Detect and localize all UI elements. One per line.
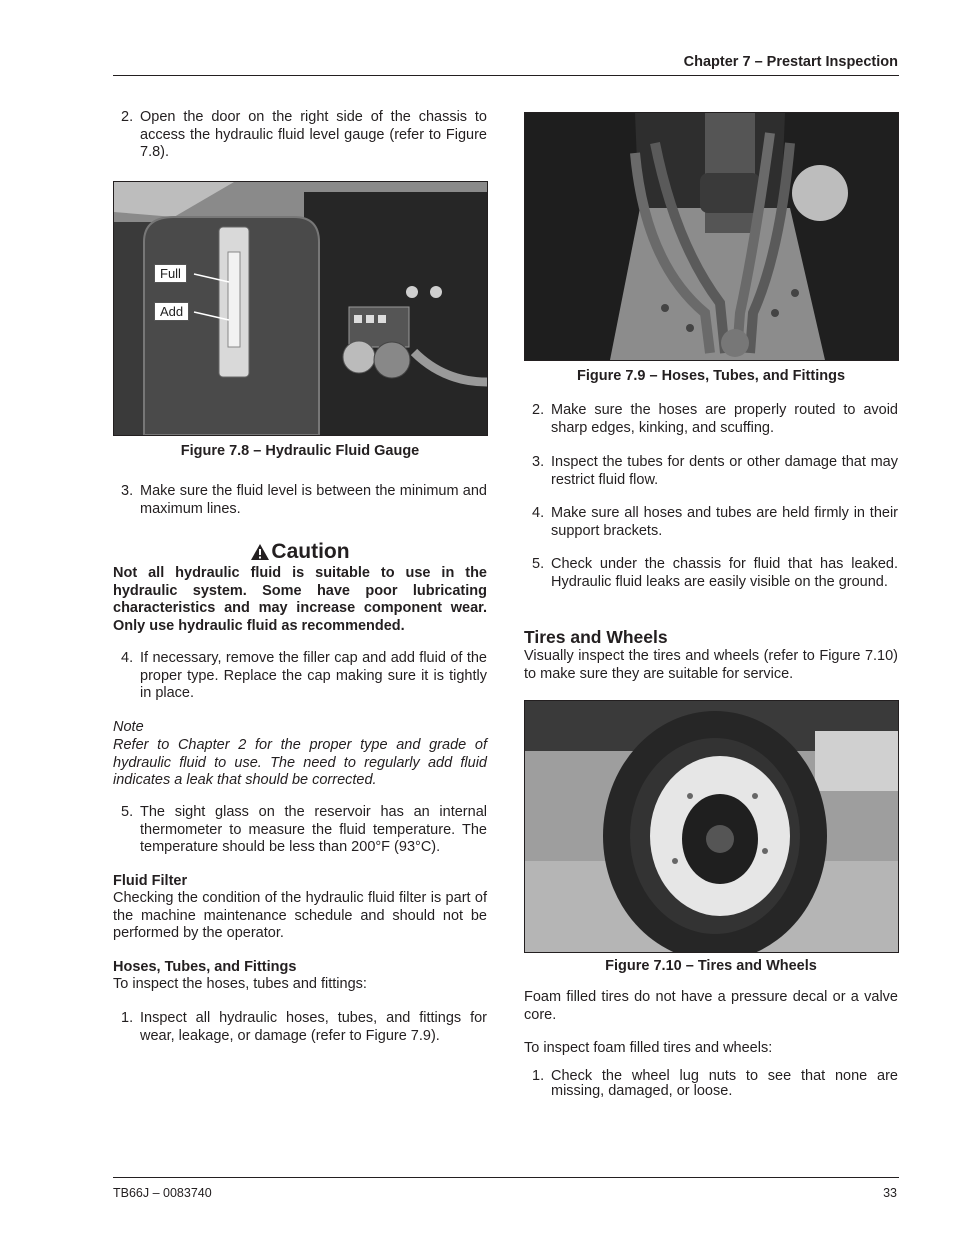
foam-intro: To inspect foam filled tires and wheels: xyxy=(524,1040,773,1056)
right-step-5 xyxy=(524,556,898,591)
right-step-4 xyxy=(524,505,898,540)
chapter-header: Chapter 7 – Prestart Inspection xyxy=(683,54,898,70)
step-number: 3. xyxy=(121,483,134,499)
hoses-heading: Hoses, Tubes, and Fittings xyxy=(113,959,297,975)
footer-page-number: 33 xyxy=(883,1186,897,1200)
hoses-illustration xyxy=(525,113,898,360)
step-number: 1. xyxy=(121,1010,134,1026)
step-text: Make sure the fluid level is between the minimum and maximum lines. xyxy=(140,483,487,517)
step-text: Inspect the tubes for dents or other damage that may restrict fluid flow. xyxy=(551,454,898,488)
figure-7-8-photo xyxy=(113,181,488,436)
left-step-3 xyxy=(113,483,487,518)
add-label: Add xyxy=(154,302,189,321)
fluid-filter-heading: Fluid Filter xyxy=(113,873,188,889)
figure-7-8-caption: Figure 7.8 – Hydraulic Fluid Gauge xyxy=(180,443,420,459)
step-number: 3. xyxy=(532,454,545,470)
note-body: Refer to Chapter 2 for the proper type and grade of hydraulic fluid to use. The need to regularly add fluid indicates a leak that should be corrected. xyxy=(113,737,487,788)
tire-illustration xyxy=(525,701,898,952)
step-number: 5. xyxy=(532,556,545,572)
foam-paragraph: Foam filled tires do not have a pressure decal or a valve core. xyxy=(524,989,898,1023)
footer-doc-id: TB66J – 0083740 xyxy=(113,1186,212,1200)
left-step-2 xyxy=(113,109,487,162)
full-label: Full xyxy=(154,264,187,283)
right-step-2 xyxy=(524,402,898,437)
figure-7-9-photo xyxy=(524,112,899,361)
step-text: Make sure all hoses and tubes are held firmly in their support brackets. xyxy=(551,505,898,539)
step-text: The sight glass on the reservoir has an internal thermometer to measure the fluid temperature. The temperature should be less than 200°F (93°C). xyxy=(140,804,487,855)
step-number: 4. xyxy=(532,505,545,521)
step-number: 2. xyxy=(121,109,134,125)
tires-heading: Tires and Wheels xyxy=(524,627,668,647)
step-number: 2. xyxy=(532,402,545,418)
step-number: 1. xyxy=(532,1068,545,1084)
figure-7-10-photo xyxy=(524,700,899,953)
caution-title: Caution xyxy=(271,540,350,563)
fluid-filter-body: Checking the condition of the hydraulic fluid filter is part of the machine maintenance schedule and should not be performed by the operator. xyxy=(113,890,487,941)
step-text: Check under the chassis for fluid that has leaked. Hydraulic fluid leaks are easily visible on the ground. xyxy=(551,556,898,590)
figure-7-10-caption: Figure 7.10 – Tires and Wheels xyxy=(605,958,817,974)
step-text: If necessary, remove the filler cap and add fluid of the proper type. Replace the cap making sure it is tightly in place. xyxy=(140,650,487,701)
left-step-4 xyxy=(113,650,487,703)
hoses-intro: To inspect the hoses, tubes and fittings: xyxy=(113,976,367,992)
step-text: Make sure the hoses are properly routed to avoid sharp edges, kinking, and scuffing. xyxy=(551,402,898,436)
step-number: 5. xyxy=(121,804,134,820)
step-text: Check the wheel lug nuts to see that none are missing, damaged, or loose. xyxy=(551,1068,898,1099)
left-step-5 xyxy=(113,804,487,857)
tires-intro: Visually inspect the tires and wheels (refer to Figure 7.10) to make sure they are suitable for service. xyxy=(524,648,898,682)
step-number: 4. xyxy=(121,650,134,666)
header-rule xyxy=(113,75,899,76)
hoses-step-1 xyxy=(113,1010,487,1045)
note-title: Note xyxy=(113,719,144,735)
figure-7-9-caption: Figure 7.9 – Hoses, Tubes, and Fittings xyxy=(576,368,846,384)
step-text: Open the door on the right side of the chassis to access the hydraulic fluid level gauge (refer to Figure 7.8). xyxy=(140,109,487,160)
foam-step-1 xyxy=(524,1069,898,1099)
step-text: Inspect all hydraulic hoses, tubes, and fittings for wear, leakage, or damage (refer to Figure 7.9). xyxy=(140,1010,487,1044)
warning-triangle-icon xyxy=(250,543,270,561)
caution-heading xyxy=(113,540,487,564)
right-step-3 xyxy=(524,454,898,489)
caution-body: Not all hydraulic fluid is suitable to use in the hydraulic system. Some have poor lubricating characteristics and may increase component wear. Only use hydraulic fluid as recommended. xyxy=(113,565,487,634)
footer-rule xyxy=(113,1177,899,1178)
